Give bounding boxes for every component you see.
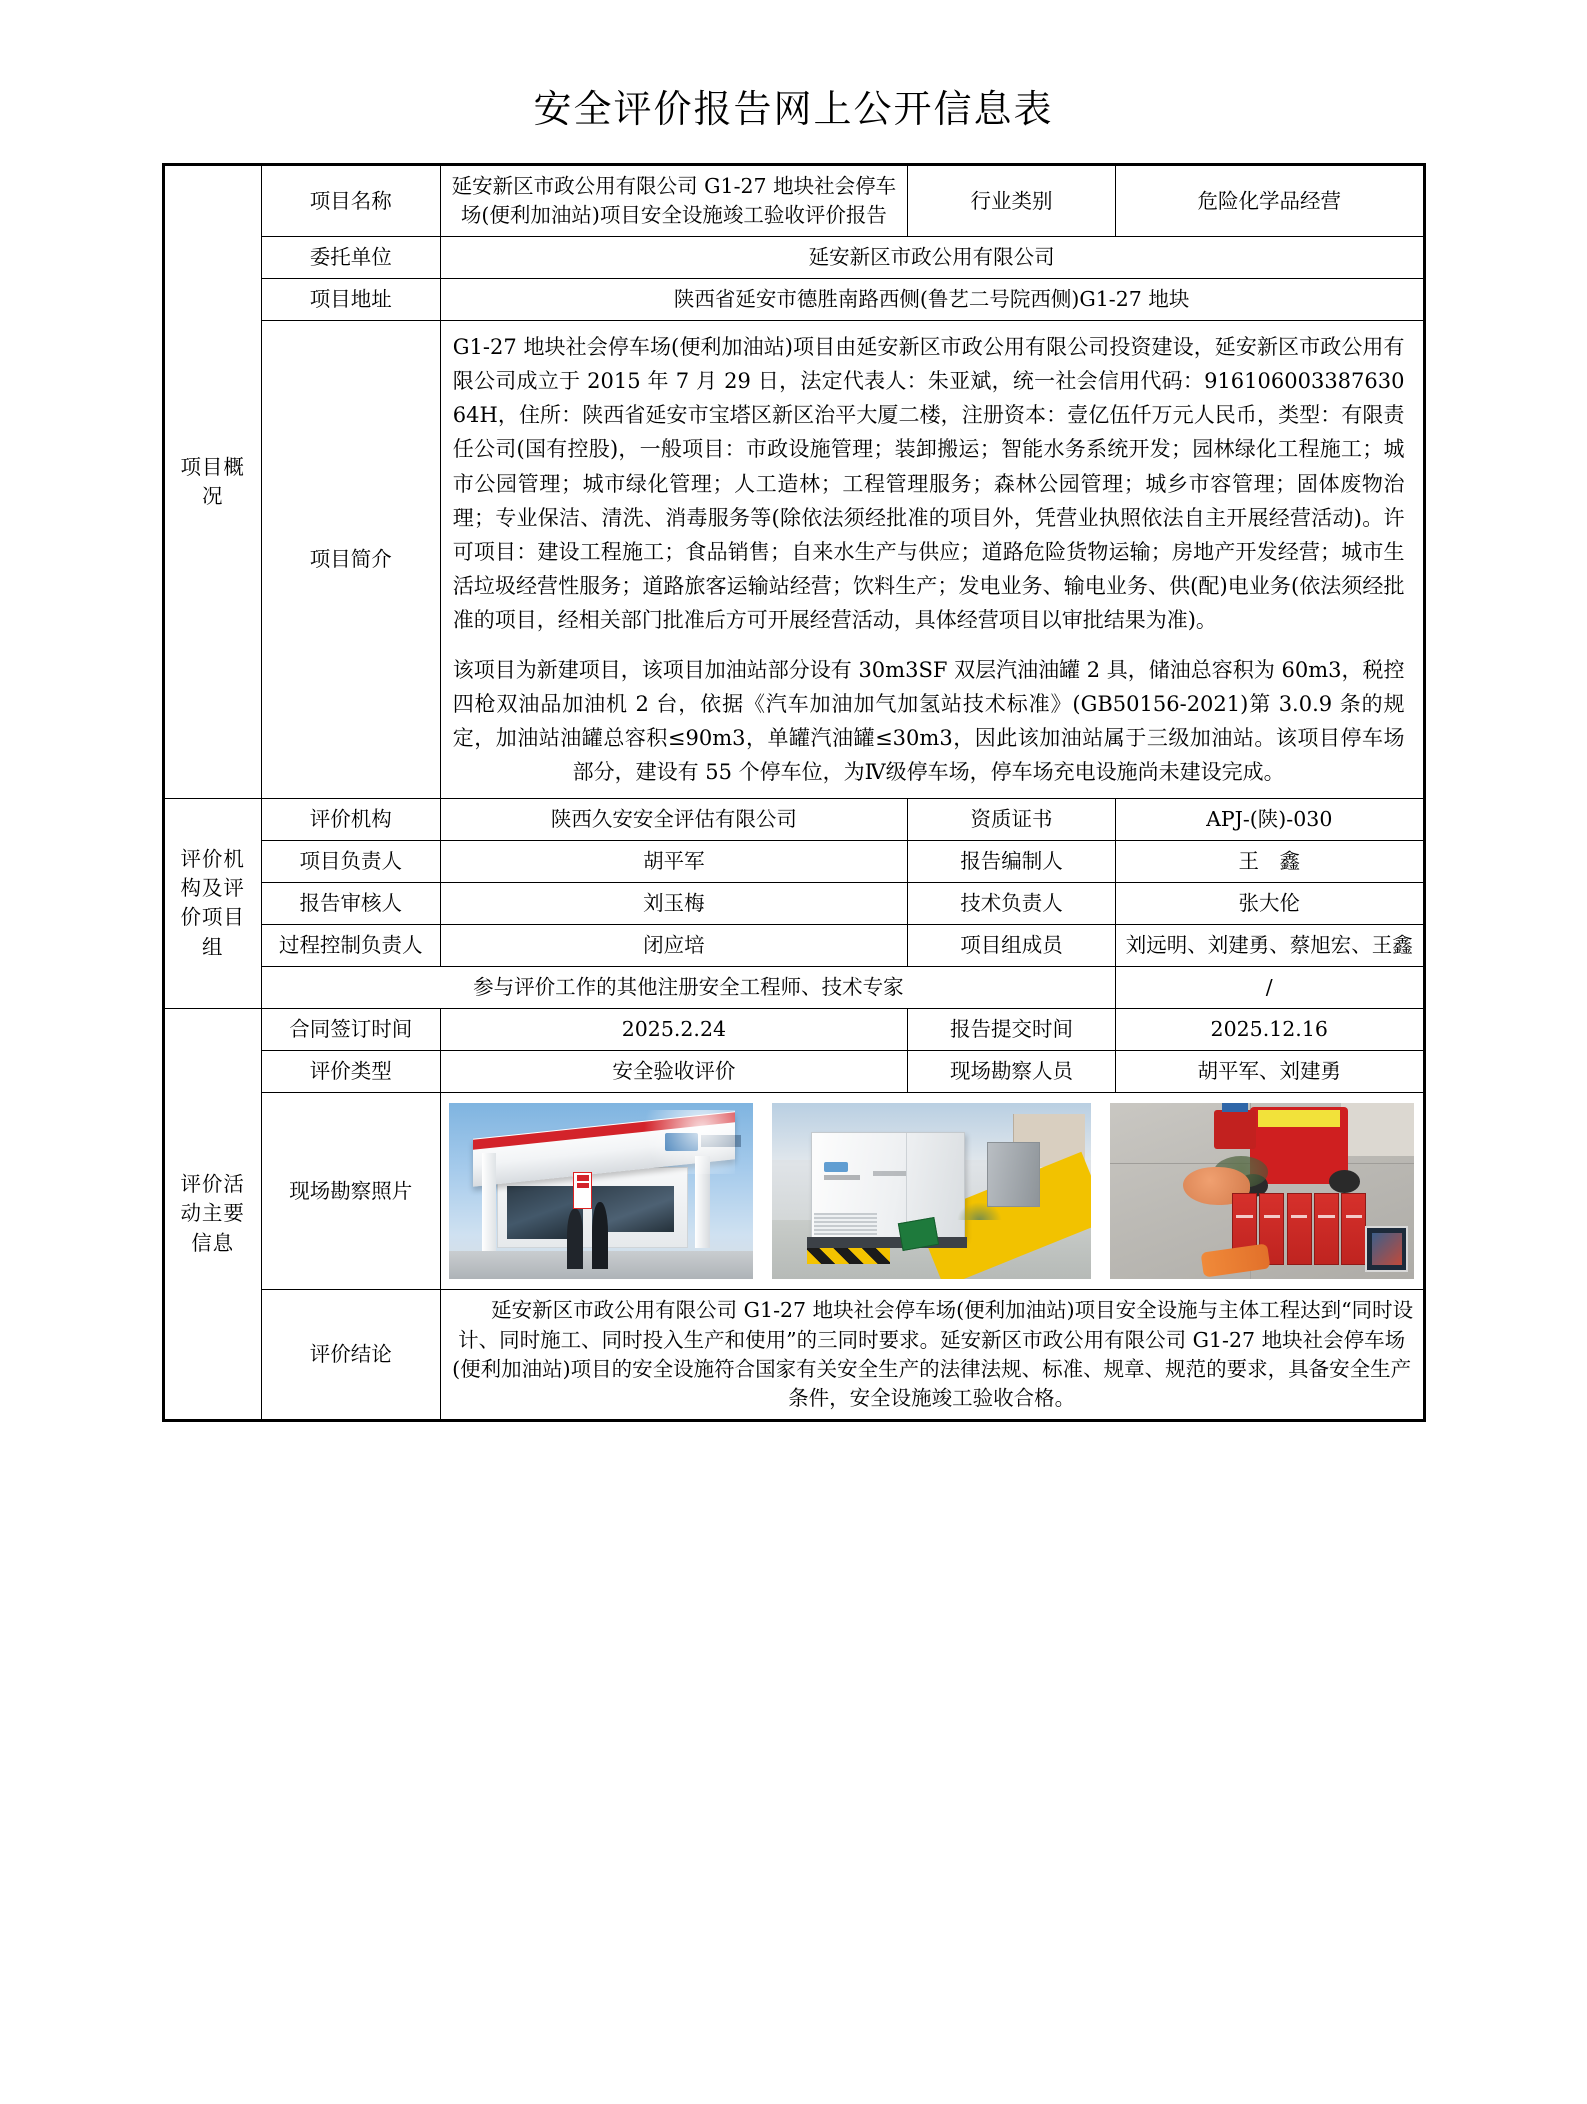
value-evaluation-conclusion: 延安新区市政公用有限公司 G1-27 地块社会停车场(便利加油站)项目安全设施与主体工程达到“同时设计、同时施工、同时投入生产和使用”的三同时要求。延安新区市政公用有限公司 G1-27 地块社会停车场(便利加油站)项目的安全设施符合国家有关安全生产的法律法规、标准、规章、规范的要求，具备安全生产条件，安全设施竣工验收合格。 bbox=[440, 1290, 1424, 1420]
label-evaluation-type: 评价类型 bbox=[261, 1051, 440, 1093]
table-row-agency bbox=[163, 798, 1424, 840]
label-process-control-officer: 过程控制负责人 bbox=[261, 924, 440, 966]
section-label-overview: 项目概况 bbox=[163, 165, 261, 799]
value-other-experts: / bbox=[1115, 967, 1424, 1009]
value-contract-date: 2025.2.24 bbox=[440, 1009, 907, 1051]
project-intro-paragraph-1: G1-27 地块社会停车场(便利加油站)项目由延安新区市政公用有限公司投资建设，延安新区市政公用有限公司成立于 2015 年 7 月 29 日，法定代表人：朱亚斌，统一社会信用代码：91610600338763064H，住所：陕西省延安市宝塔区新区治平大厦二楼，注册资本：壹亿伍仟万元人民币，类型：有限责任公司(国有控股)，一般项目：市政设施管理；装卸搬运；智能水务系统开发；园林绿化工程施工；城市公园管理；城市绿化管理；人工造林；工程管理服务；森林公园管理；城乡市容管理；固体废物治理；专业保洁、清洗、消毒服务等(除依法须经批准的项目外，凭营业执照依法自主开展经营活动)。许可项目：建设工程施工；食品销售；自来水生产与供应；道路危险货物运输；房地产开发经营；城市生活垃圾经营性服务；道路旅客运输站经营；饮料生产；发电业务、输电业务、供(配)电业务(依法须经批准的项目，经相关部门批准后方可开展经营活动，具体经营项目以审批结果为准)。 bbox=[452, 335, 1405, 632]
label-project-leader: 项目负责人 bbox=[261, 840, 440, 882]
value-client-unit: 延安新区市政公用有限公司 bbox=[440, 237, 1424, 279]
value-project-team-members: 刘远明、刘建勇、蔡旭宏、王鑫 bbox=[1115, 924, 1424, 966]
table-row-conclusion bbox=[163, 1290, 1424, 1420]
label-technical-director: 技术负责人 bbox=[908, 882, 1116, 924]
page-title: 安全评价报告网上公开信息表 bbox=[533, 87, 1054, 131]
value-submit-date: 2025.12.16 bbox=[1115, 1009, 1424, 1051]
label-project-team-members: 项目组成员 bbox=[908, 924, 1116, 966]
fire-extinguisher-photo bbox=[1110, 1103, 1414, 1279]
value-project-intro bbox=[440, 321, 1424, 798]
label-site-surveyors: 现场勘察人员 bbox=[908, 1051, 1116, 1093]
label-client-unit: 委托单位 bbox=[261, 237, 440, 279]
table-row-dates bbox=[163, 1009, 1424, 1051]
table-row-site-photos bbox=[163, 1093, 1424, 1290]
project-intro-paragraph-2: 该项目为新建项目，该项目加油站部分设有 30m3SF 双层汽油油罐 2 具，储油总容积为 60m3，税控四枪双油品加油机 2 台，依据《汽车加油加气加氢站技术标准》(GB50156-2021)第 3.0.9 条的规定，加油站油罐总容积≤90m3，单罐汽油罐≤30m3，因此该加油站属于三级加油站。该项目停车场部分，建设有 55 个停车位，为Ⅳ级停车场，停车场充电设施尚未建设完成。 bbox=[452, 657, 1405, 784]
label-project-name: 项目名称 bbox=[261, 165, 440, 237]
value-project-name: 延安新区市政公用有限公司 G1-27 地块社会停车场(便利加油站)项目安全设施竣工验收评价报告 bbox=[440, 165, 907, 237]
value-process-control-officer: 闭应培 bbox=[440, 924, 907, 966]
value-project-leader: 胡平军 bbox=[440, 840, 907, 882]
section-label-activity: 评价活动主要信息 bbox=[163, 1009, 261, 1421]
safety-evaluation-info-table bbox=[162, 163, 1426, 1422]
table-row-address bbox=[163, 279, 1424, 321]
label-report-reviewer: 报告审核人 bbox=[261, 882, 440, 924]
label-industry-category: 行业类别 bbox=[908, 165, 1116, 237]
label-qualification-certificate: 资质证书 bbox=[908, 798, 1116, 840]
equipment-cabinet-photo bbox=[772, 1103, 1091, 1279]
value-site-surveyors: 胡平军、刘建勇 bbox=[1115, 1051, 1424, 1093]
value-technical-director: 张大伦 bbox=[1115, 882, 1424, 924]
value-report-author: 王 鑫 bbox=[1115, 840, 1424, 882]
label-site-photos: 现场勘察照片 bbox=[261, 1093, 440, 1290]
table-row-other-experts bbox=[163, 967, 1424, 1009]
value-report-reviewer: 刘玉梅 bbox=[440, 882, 907, 924]
table-row-project-intro bbox=[163, 321, 1424, 798]
table-row-client bbox=[163, 237, 1424, 279]
value-evaluation-type: 安全验收评价 bbox=[440, 1051, 907, 1093]
value-industry-category: 危险化学品经营 bbox=[1115, 165, 1424, 237]
gas-station-canopy-photo bbox=[449, 1103, 753, 1279]
value-evaluation-agency: 陕西久安安全评估有限公司 bbox=[440, 798, 907, 840]
label-evaluation-conclusion: 评价结论 bbox=[261, 1290, 440, 1420]
value-project-address: 陕西省延安市德胜南路西侧(鲁艺二号院西侧)G1-27 地块 bbox=[440, 279, 1424, 321]
label-project-intro: 项目简介 bbox=[261, 321, 440, 798]
label-evaluation-agency: 评价机构 bbox=[261, 798, 440, 840]
photo-strip bbox=[449, 1099, 1415, 1283]
section-label-agency: 评价机构及评价项目组 bbox=[163, 798, 261, 1009]
table-row-report-reviewer bbox=[163, 882, 1424, 924]
table-row-process-control bbox=[163, 924, 1424, 966]
value-qualification-certificate: APJ-(陕)-030 bbox=[1115, 798, 1424, 840]
label-other-experts: 参与评价工作的其他注册安全工程师、技术专家 bbox=[261, 967, 1115, 1009]
label-report-author: 报告编制人 bbox=[908, 840, 1116, 882]
value-site-photos bbox=[440, 1093, 1424, 1290]
label-project-address: 项目地址 bbox=[261, 279, 440, 321]
table-row-eval-type bbox=[163, 1051, 1424, 1093]
table-row-project-name bbox=[163, 165, 1424, 237]
label-contract-date: 合同签订时间 bbox=[261, 1009, 440, 1051]
label-submit-date: 报告提交时间 bbox=[908, 1009, 1116, 1051]
table-row-project-leader bbox=[163, 840, 1424, 882]
